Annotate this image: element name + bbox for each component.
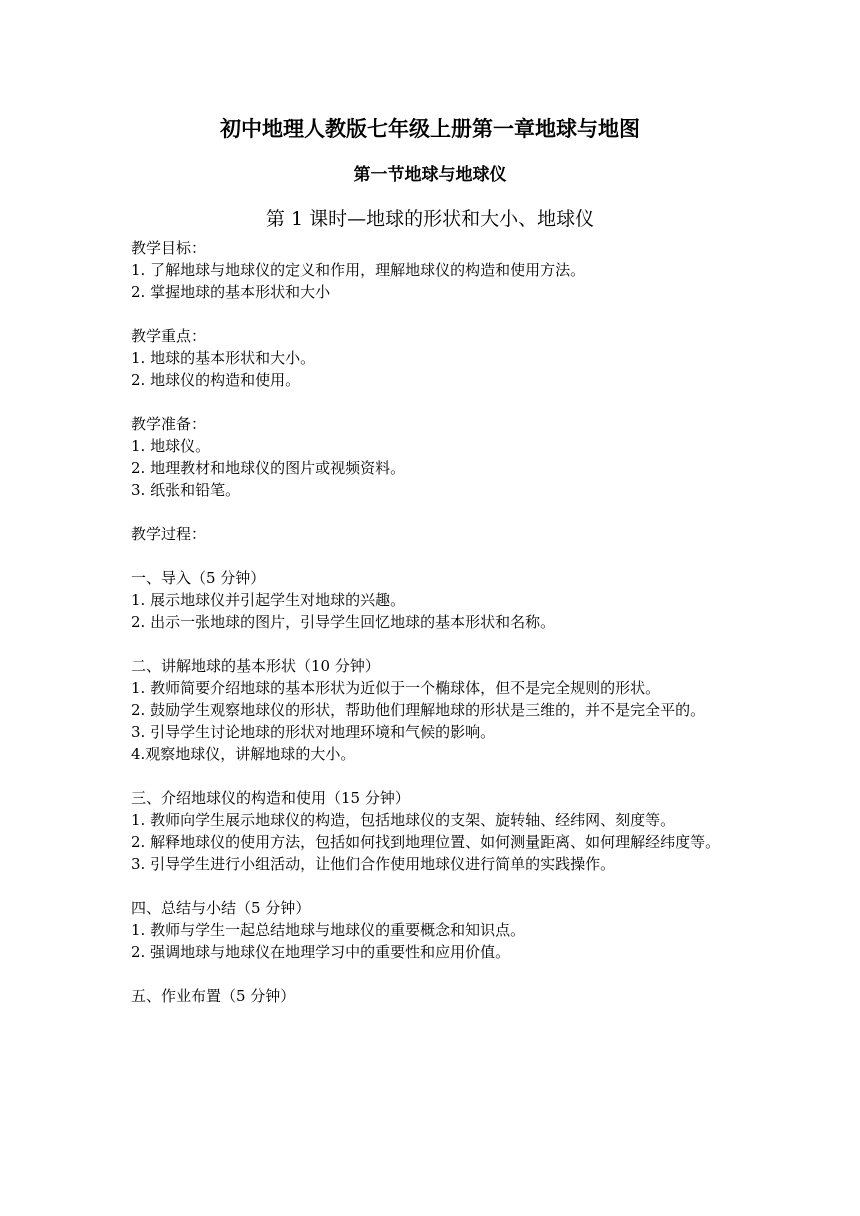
- part1-section: [131, 567, 733, 633]
- process-section: [131, 523, 733, 545]
- list-item: 3. 引导学生讨论地球的形状对地理环境和气候的影响。: [131, 723, 496, 741]
- list-item: 1. 展示地球仪并引起学生对地球的兴趣。: [131, 591, 406, 609]
- part3-heading: 三、介绍地球仪的构造和使用（15 分钟）: [131, 789, 410, 807]
- preparation-heading: 教学准备：: [131, 415, 207, 433]
- list-item: 2. 掌握地球的基本形状和大小: [131, 283, 331, 301]
- part4-section: [131, 897, 733, 963]
- section-title: 第一节地球与地球仪: [353, 165, 507, 185]
- list-item: 1. 了解地球与地球仪的定义和作用，理解地球仪的构造和使用方法。: [131, 261, 586, 279]
- part4-heading: 四、总结与小结（5 分钟）: [131, 899, 311, 917]
- part2-section: [131, 655, 733, 765]
- document-body: [131, 237, 733, 1029]
- list-item: 2. 地理教材和地球仪的图片或视频资料。: [131, 459, 406, 477]
- document-title: 初中地理人教版七年级上册第一章地球与地图: [220, 116, 640, 141]
- list-item: 1. 教师与学生一起总结地球与地球仪的重要概念和知识点。: [131, 921, 526, 939]
- list-item: 2. 出示一张地球的图片，引导学生回忆地球的基本形状和名称。: [131, 613, 556, 631]
- list-item: 2. 强调地球与地球仪在地理学习中的重要性和应用价值。: [131, 943, 511, 961]
- key-points-heading: 教学重点：: [131, 327, 207, 345]
- list-item: 3. 引导学生进行小组活动，让他们合作使用地球仪进行简单的实践操作。: [131, 855, 616, 873]
- list-item: 1. 教师向学生展示地球仪的构造，包括地球仪的支架、旋转轴、经纬网、刻度等。: [131, 811, 676, 829]
- process-heading: 教学过程：: [131, 525, 207, 543]
- list-item: 3. 纸张和铅笔。: [131, 481, 241, 499]
- list-item: 4.观察地球仪，讲解地球的大小。: [131, 745, 356, 763]
- objectives-heading: 教学目标：: [131, 239, 207, 257]
- part5-heading: 五、作业布置（5 分钟）: [131, 987, 296, 1005]
- part1-heading: 一、导入（5 分钟）: [131, 569, 266, 587]
- list-item: 2. 地球仪的构造和使用。: [131, 371, 301, 389]
- key-points-section: [131, 325, 733, 391]
- lesson-title: 第 1 课时—地球的形状和大小、地球仪: [265, 208, 595, 230]
- preparation-section: [131, 413, 733, 501]
- list-item: 2. 解释地球仪的使用方法，包括如何找到地理位置、如何测量距离、如何理解经纬度等。: [131, 833, 721, 851]
- objectives-section: [131, 237, 733, 303]
- part3-section: [131, 787, 733, 875]
- part5-section: [131, 985, 733, 1007]
- list-item: 1. 地球的基本形状和大小。: [131, 349, 316, 367]
- part2-heading: 二、讲解地球的基本形状（10 分钟）: [131, 657, 380, 675]
- list-item: 1. 教师简要介绍地球的基本形状为近似于一个椭球体，但不是完全规则的形状。: [131, 679, 661, 697]
- list-item: 1. 地球仪。: [131, 437, 211, 455]
- list-item: 2. 鼓励学生观察地球仪的形状，帮助他们理解地球的形状是三维的，并不是完全平的。: [131, 701, 706, 719]
